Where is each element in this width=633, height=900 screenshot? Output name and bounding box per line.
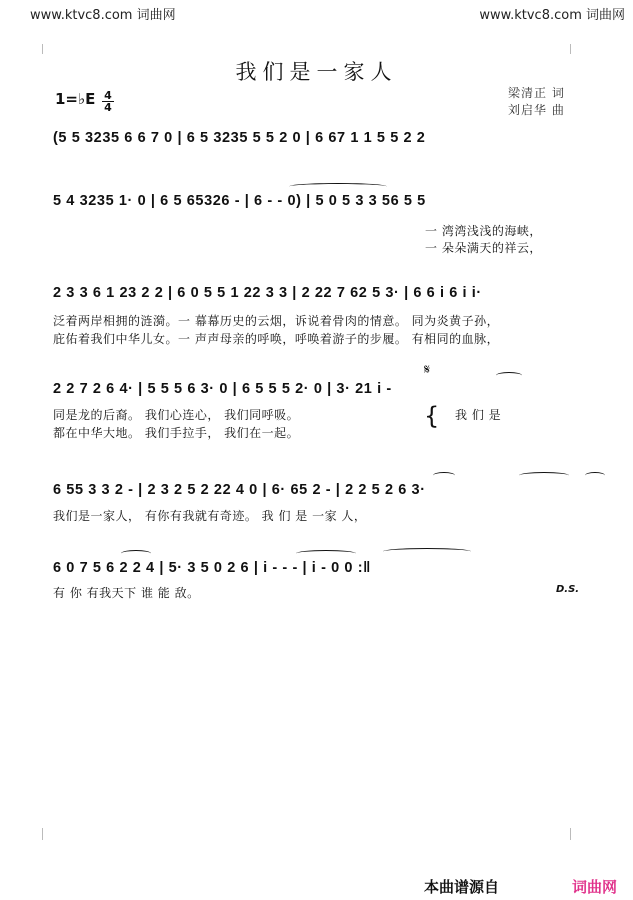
site-watermark-right: www.ktvc8.com 词曲网 (479, 8, 625, 23)
crop-mark (42, 44, 43, 54)
lyric-row3-verse2: 庇佑着我们中华儿女。一 声声母亲的呼唤，呼唤着游子的步履。 有相同的血脉， (53, 332, 500, 346)
key-signature: 1=♭E (55, 90, 96, 108)
tie-slur (296, 550, 356, 557)
crop-mark (42, 828, 43, 840)
footer-brand: 词曲网 (572, 878, 618, 896)
notation-text: 2 2 7 2 6 4· | 5 5 5 6 3· 0 | 6 5 5 5 2· 0 | 3· 21 i - (53, 381, 392, 397)
song-title: 我们是一家人 (235, 60, 398, 84)
tie-slur (383, 548, 471, 555)
crop-mark (570, 828, 571, 840)
lyric-row4-verse1: 同是龙的后裔。 我们心连心， 我们同呼吸。 (53, 408, 300, 422)
tie-slur (496, 372, 522, 379)
notation-text: 6 0 7 5 6 2 2 4 | 5· 3 5 0 2 6 | i - - - | i - 0 0 :‖ (53, 560, 371, 576)
tie-slur (121, 550, 151, 557)
lyric-row5: 我们是一家人， 有你有我就有奇迹。 我 们 是 一家 人， (53, 509, 367, 523)
notation-text: (5 5 3235 6 6 7 0 | 6 5 3235 5 5 2 0 | 6 67 1 1 5 5 2 2 (53, 130, 426, 146)
notation-row-6 (53, 560, 578, 582)
notation-text: 5 4 3235 1· 0 | 6 5 65326 - | 6 - - 0) | 5 0 5 3 3 56 5 5 (53, 193, 426, 209)
composer-credit: 刘启华 曲 (508, 103, 565, 117)
dal-segno-mark: D.S. (556, 584, 580, 595)
crop-mark (570, 44, 571, 54)
lyric-row4-verse2: 都在中华大地。 我们手拉手， 我们在一起。 (53, 426, 300, 440)
lyric-row3-verse1: 泛着两岸相拥的涟漪。一 幕幕历史的云烟，诉说着骨肉的情意。 同为炎黄子孙， (53, 314, 500, 328)
verse-brace: { (424, 402, 440, 430)
meter-top: 4 (104, 89, 112, 102)
notation-text: 6 55 3 3 2 - | 2 3 2 5 2 22 4 0 | 6· 65 2 - | 2 2 5 2 6 3· (53, 482, 426, 498)
segno-sign: 𝄋 (424, 362, 431, 378)
lyric-row6: 有 你 有我天下 谁 能 敌。 (53, 586, 200, 600)
lyric-row2-verse2: 一 朵朵满天的祥云， (425, 241, 542, 255)
tie-slur (289, 183, 387, 190)
notation-row-2 (53, 193, 578, 215)
tie-slur (585, 472, 605, 479)
lyric-row4-tail: 我 们 是 (455, 408, 502, 422)
lyricist-credit: 梁清正 词 (508, 86, 565, 100)
tie-slur (519, 472, 569, 479)
notation-row-1 (53, 130, 578, 152)
notation-row-3 (53, 285, 578, 307)
notation-text: 2 3 3 6 1 23 2 2 | 6 0 5 5 1 22 3 3 | 2 22 7 62 5 3· | 6 6 i 6 i i· (53, 285, 482, 301)
lyric-row2-verse1: 一 湾湾浅浅的海峡， (425, 224, 542, 238)
meter-bottom: 4 (102, 101, 114, 113)
notation-row-5 (53, 482, 578, 504)
footer-source: 本曲谱源自 (424, 878, 500, 896)
time-signature (102, 90, 114, 113)
tie-slur (433, 472, 455, 479)
site-watermark-left: www.ktvc8.com 词曲网 (30, 8, 176, 23)
notation-row-4 (53, 381, 578, 403)
